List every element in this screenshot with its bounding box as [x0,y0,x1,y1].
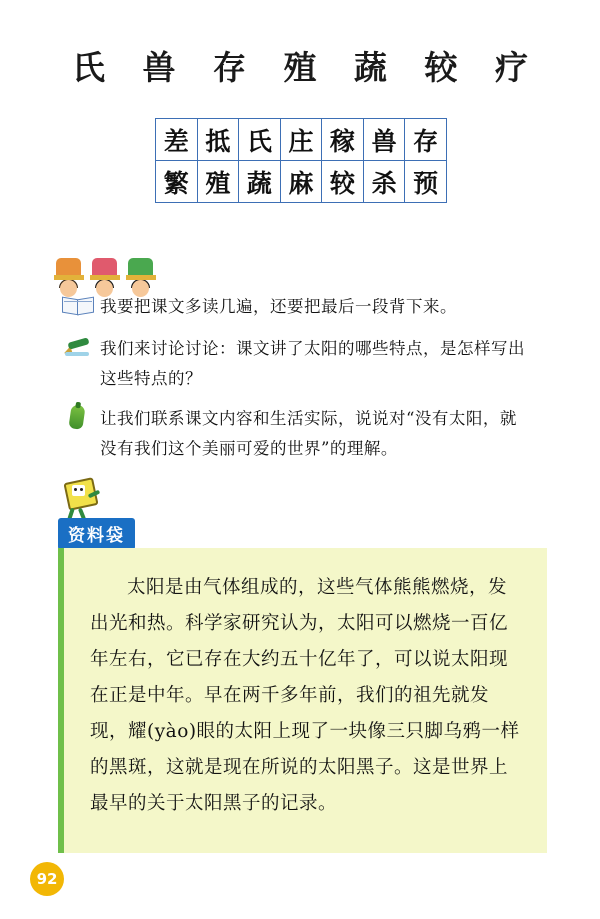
pen-icon [62,334,96,360]
grid-cell: 存 [405,119,447,161]
table-row [156,161,447,203]
grid-cell: 麻 [280,161,322,203]
book-icon [62,292,96,318]
grid-cell: 殖 [197,161,239,203]
new-characters-row: 氏 兽 存 殖 蔬 较 疗 [72,48,541,87]
grid-cell: 较 [322,161,364,203]
grid-cell: 繁 [156,161,198,203]
grid-cell: 庄 [280,119,322,161]
running-book-mascot-icon [60,478,102,520]
task-text: 我要把课文多读几遍，还要把最后一段背下来。 [100,297,457,316]
grid-cell: 抵 [197,119,239,161]
grid-cell: 杀 [363,161,405,203]
grid-cell: 预 [405,161,447,203]
task-item-read [62,292,530,322]
grid-cell: 兽 [363,119,405,161]
grid-cell: 差 [156,119,198,161]
grid-cell: 稼 [322,119,364,161]
task-item-reflect [62,404,530,464]
info-box-panel [58,548,547,853]
info-box-label: 资料袋 [58,518,135,550]
cucumber-icon [62,404,96,430]
table-row [156,119,447,161]
grid-cell: 氏 [239,119,281,161]
page-number: 92 [30,862,64,896]
task-text: 我们来讨论讨论：课文讲了太阳的哪些特点，是怎样写出这些特点的？ [100,339,525,388]
task-text: 让我们联系课文内容和生活实际，说说对“没有太阳，就没有我们这个美丽可爱的世界”的理解。 [100,409,517,458]
info-box-text: 太阳是由气体组成的，这些气体熊熊燃烧，发出光和热。科学家研究认为，太阳可以燃烧一百亿年左右，它已存在大约五十亿年了，可以说太阳现在正是中年。早在两千多年前，我们的祖先就发现，耀(yào)眼的太阳上现了一块像三只脚乌鸦一样的黑斑，这就是现在所说的太阳黑子。这是世界上最早的关于太阳黑子的记录。 [90,577,520,814]
character-practice-grid [155,118,447,203]
task-item-discuss [62,334,530,394]
grid-cell: 蔬 [239,161,281,203]
students-illustration [56,232,166,280]
